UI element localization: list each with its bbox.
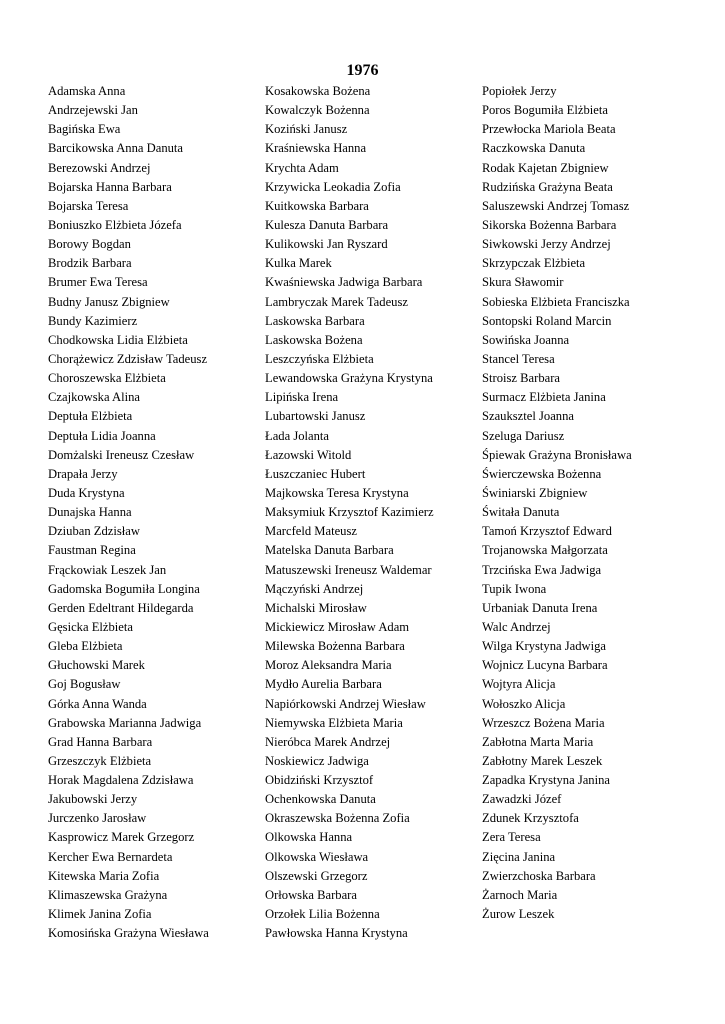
name-entry: Lambryczak Marek Tadeusz: [265, 294, 408, 309]
name-entry: Grad Hanna Barbara: [48, 734, 153, 749]
name-entry: Moroz Aleksandra Maria: [265, 658, 392, 673]
name-entry: Gęsicka Elżbieta: [48, 619, 133, 634]
name-entry: Zera Teresa: [482, 830, 541, 845]
name-entry: Gadomska Bogumiła Longina: [48, 581, 200, 596]
name-entry: Górka Anna Wanda: [48, 696, 147, 711]
name-entry: Rodak Kajetan Zbigniew: [482, 160, 609, 175]
name-entry: Szauksztel Joanna: [482, 409, 574, 424]
name-entry: Wrzeszcz Bożena Maria: [482, 715, 605, 730]
name-entry: Matuszewski Ireneusz Waldemar: [265, 562, 432, 577]
name-entry: Zięcina Janina: [482, 849, 556, 864]
name-entry: Berezowski Andrzej: [48, 160, 151, 175]
name-entry: Zapadka Krystyna Janina: [482, 773, 610, 788]
name-entry: Dziuban Zdzisław: [48, 524, 140, 539]
name-entry: Chodkowska Lidia Elżbieta: [48, 332, 188, 347]
name-entry: Stancel Teresa: [482, 351, 555, 366]
name-entry: Skura Sławomir: [482, 275, 564, 290]
name-entry: Popiołek Jerzy: [482, 84, 557, 98]
name-entry: Zabłotny Marek Leszek: [482, 753, 603, 768]
name-entry: Jakubowski Jerzy: [48, 792, 138, 807]
name-entry: Niemywska Elżbieta Maria: [265, 715, 403, 730]
name-entry: Mickiewicz Mirosław Adam: [265, 619, 410, 634]
name-entry: Kulesza Danuta Barbara: [265, 217, 389, 232]
name-entry: Brodzik Barbara: [48, 256, 132, 271]
name-entry: Gleba Elżbieta: [48, 639, 123, 654]
name-entry: Boniuszko Elżbieta Józefa: [48, 217, 182, 232]
name-entry: Świerczewska Bożenna: [482, 466, 602, 481]
name-column-3: [482, 82, 712, 924]
name-entry: Czajkowska Alina: [48, 390, 140, 405]
name-entry: Lipińska Irena: [265, 390, 339, 405]
name-entry: Bojarska Hanna Barbara: [48, 179, 172, 194]
name-entry: Walc Andrzej: [482, 619, 551, 634]
name-entry: Żarnoch Maria: [482, 887, 558, 902]
name-entry: Kuitkowska Barbara: [265, 198, 369, 213]
name-entry: Bundy Kazimierz: [48, 313, 138, 328]
name-entry: Lewandowska Grażyna Krystyna: [265, 371, 433, 386]
name-entry: Laskowska Bożena: [265, 332, 363, 347]
name-entry: Skrzypczak Elżbieta: [482, 256, 586, 271]
name-entry: Urbaniak Danuta Irena: [482, 600, 598, 615]
name-entry: Kowalczyk Bożenna: [265, 103, 370, 118]
name-entry: Olkowska Hanna: [265, 830, 353, 845]
name-entry: Wołoszko Alicja: [482, 696, 566, 711]
name-entry: Laskowska Barbara: [265, 313, 365, 328]
name-entry: Łada Jolanta: [265, 428, 329, 443]
name-entry: Kraśniewska Hanna: [265, 141, 367, 156]
name-entry: Marcfeld Mateusz: [265, 524, 357, 539]
name-entry: Dunajska Hanna: [48, 505, 132, 520]
name-entry: Kwaśniewska Jadwiga Barbara: [265, 275, 423, 290]
name-entry: Łazowski Witold: [265, 447, 352, 462]
name-entry: Pawłowska Hanna Krystyna: [265, 926, 408, 941]
name-entry: Noskiewicz Jadwiga: [265, 753, 369, 768]
name-entry: Wilga Krystyna Jadwiga: [482, 639, 607, 654]
name-entry: Głuchowski Marek: [48, 658, 145, 673]
name-entry: Bojarska Teresa: [48, 198, 129, 213]
name-entry: Borowy Bogdan: [48, 237, 131, 252]
name-entry: Budny Janusz Zbigniew: [48, 294, 170, 309]
name-entry: Mączyński Andrzej: [265, 581, 364, 596]
name-entry: Zawadzki Józef: [482, 792, 562, 807]
name-entry: Orłowska Barbara: [265, 887, 357, 902]
name-entry: Koziński Janusz: [265, 122, 348, 137]
name-entry: Choroszewska Elżbieta: [48, 371, 166, 386]
name-entry: Surmacz Elżbieta Janina: [482, 390, 606, 405]
name-entry: Śpiewak Grażyna Bronisława: [482, 447, 632, 462]
name-entry: Zwierzchoska Barbara: [482, 868, 596, 883]
name-entry: Napiórkowski Andrzej Wiesław: [265, 696, 426, 711]
name-entry: Poros Bogumiła Elżbieta: [482, 103, 608, 118]
name-entry: Brumer Ewa Teresa: [48, 275, 148, 290]
name-entry: Domżalski Ireneusz Czesław: [48, 447, 195, 462]
name-entry: Michalski Mirosław: [265, 600, 367, 615]
name-entry: Zdunek Krzysztofa: [482, 811, 579, 826]
name-entry: Frąckowiak Leszek Jan: [48, 562, 167, 577]
name-entry: Horak Magdalena Zdzisława: [48, 773, 194, 788]
name-entry: Szeluga Dariusz: [482, 428, 565, 443]
name-entry: Wojnicz Lucyna Barbara: [482, 658, 608, 673]
name-entry: Andrzejewski Jan: [48, 103, 138, 118]
name-entry: Drapała Jerzy: [48, 466, 118, 481]
name-entry: Rudzińska Grażyna Beata: [482, 179, 613, 194]
name-entry: Deptuła Lidia Joanna: [48, 428, 156, 443]
name-entry: Żurow Leszek: [482, 907, 555, 922]
name-entry: Duda Krystyna: [48, 485, 125, 500]
name-entry: Sobieska Elżbieta Franciszka: [482, 294, 630, 309]
name-entry: Kitewska Maria Zofia: [48, 868, 160, 883]
name-entry: Przewłocka Mariola Beata: [482, 122, 616, 137]
name-entry: Leszczyńska Elżbieta: [265, 351, 374, 366]
name-entry: Matelska Danuta Barbara: [265, 543, 394, 558]
name-entry: Olkowska Wiesława: [265, 849, 369, 864]
name-entry: Faustman Regina: [48, 543, 136, 558]
name-entry: Sontopski Roland Marcin: [482, 313, 612, 328]
name-entry: Orzołek Lilia Bożenna: [265, 907, 380, 922]
name-entry: Krychta Adam: [265, 160, 339, 175]
name-entry: Krzywicka Leokadia Zofia: [265, 179, 401, 194]
name-entry: Kasprowicz Marek Grzegorz: [48, 830, 195, 845]
name-entry: Siwkowski Jerzy Andrzej: [482, 237, 611, 252]
name-entry: Trzcińska Ewa Jadwiga: [482, 562, 602, 577]
name-entry: Kulka Marek: [265, 256, 332, 271]
name-entry: Ochenkowska Danuta: [265, 792, 376, 807]
name-entry: Tamoń Krzysztof Edward: [482, 524, 612, 539]
name-entry: Grzeszczyk Elżbieta: [48, 753, 152, 768]
name-entry: Olszewski Grzegorz: [265, 868, 368, 883]
name-entry: Sikorska Bożenna Barbara: [482, 217, 617, 232]
name-entry: Saluszewski Andrzej Tomasz: [482, 198, 630, 213]
name-entry: Okraszewska Bożenna Zofia: [265, 811, 410, 826]
name-entry: Gerden Edeltrant Hildegarda: [48, 600, 194, 615]
name-entry: Milewska Bożenna Barbara: [265, 639, 405, 654]
name-entry: Chorążewicz Zdzisław Tadeusz: [48, 351, 208, 366]
name-entry: Łuszczaniec Hubert: [265, 466, 366, 481]
name-entry: Stroisz Barbara: [482, 371, 560, 386]
name-entry: Komosińska Grażyna Wiesława: [48, 926, 209, 941]
name-entry: Grabowska Marianna Jadwiga: [48, 715, 202, 730]
name-entry: Sowińska Joanna: [482, 332, 570, 347]
name-column-1: [48, 82, 258, 943]
name-entry: Nieróbca Marek Andrzej: [265, 734, 391, 749]
name-entry: Świtała Danuta: [482, 505, 560, 520]
name-entry: Majkowska Teresa Krystyna: [265, 485, 409, 500]
name-entry: Barcikowska Anna Danuta: [48, 141, 183, 156]
name-entry: Maksymiuk Krzysztof Kazimierz: [265, 505, 434, 520]
name-entry: Mydło Aurelia Barbara: [265, 677, 382, 692]
name-entry: Obidziński Krzysztof: [265, 773, 374, 788]
name-column-2: [265, 82, 480, 943]
name-entry: Raczkowska Danuta: [482, 141, 586, 156]
name-entry: Lubartowski Janusz: [265, 409, 366, 424]
name-entry: Kercher Ewa Bernardeta: [48, 849, 173, 864]
name-entry: Wojtyra Alicja: [482, 677, 556, 692]
name-entry: Klimek Janina Zofia: [48, 907, 152, 922]
name-entry: Klimaszewska Grażyna: [48, 887, 168, 902]
page-title: 1976: [346, 62, 379, 79]
name-entry: Goj Bogusław: [48, 677, 121, 692]
name-entry: Adamska Anna: [48, 84, 126, 98]
name-entry: Bagińska Ewa: [48, 122, 121, 137]
name-entry: Trojanowska Małgorzata: [482, 543, 608, 558]
name-entry: Kulikowski Jan Ryszard: [265, 237, 388, 252]
name-entry: Tupik Iwona: [482, 581, 547, 596]
name-entry: Deptuła Elżbieta: [48, 409, 133, 424]
name-entry: Świniarski Zbigniew: [482, 485, 588, 500]
name-entry: Kosakowska Bożena: [265, 84, 371, 98]
name-entry: Zabłotna Marta Maria: [482, 734, 594, 749]
name-entry: Jurczenko Jarosław: [48, 811, 147, 826]
